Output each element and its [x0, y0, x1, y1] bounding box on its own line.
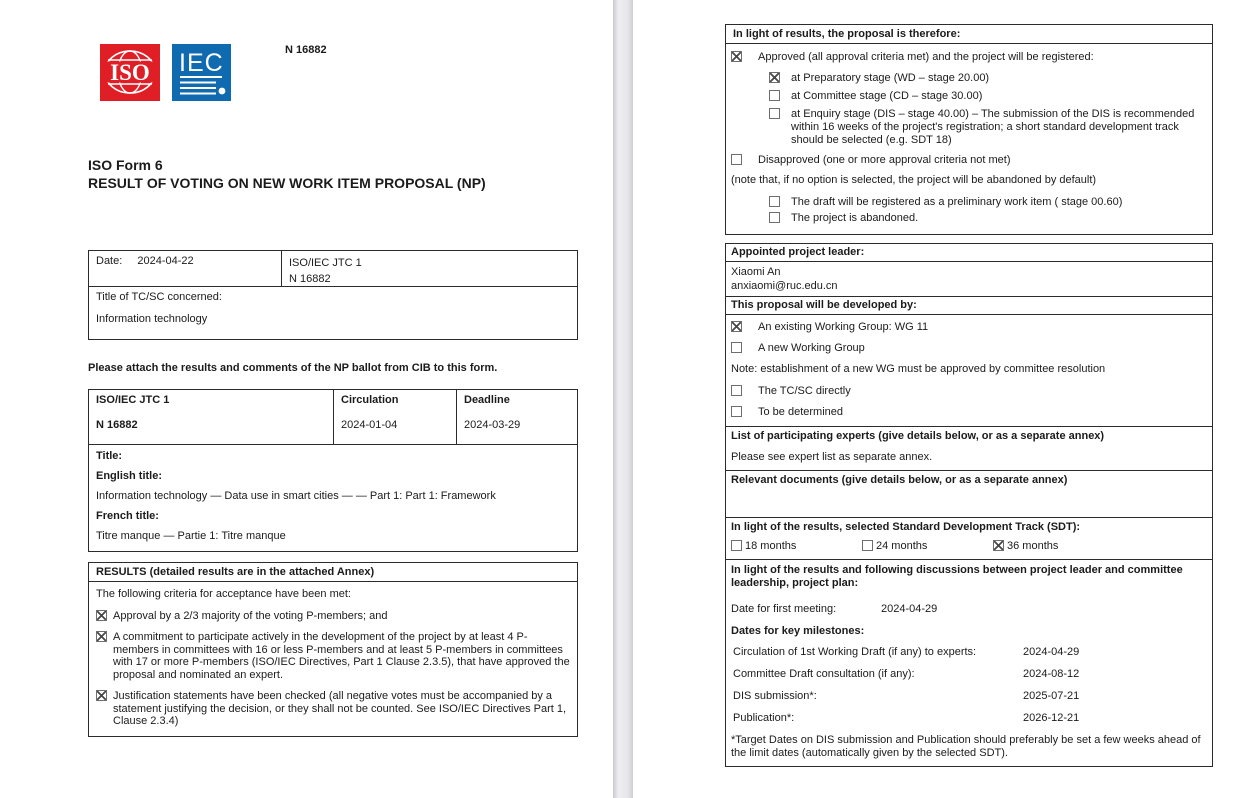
decision-note: (note that, if no option is selected, the project will be abandoned by default)	[731, 174, 1097, 186]
documents-header: Relevant documents (give details below, or as a separate annex)	[731, 474, 1068, 486]
milestone-row	[731, 690, 1207, 703]
checkbox-stage-enquiry[interactable]	[769, 108, 780, 119]
checkbox-approved[interactable]	[731, 51, 742, 62]
milestones-header: Dates for key milestones:	[731, 625, 865, 637]
plan-header: In light of the results and following discussions between project leader and committee leadership, project plan:	[731, 564, 1183, 589]
sdt-option-label: 24 months	[876, 540, 928, 552]
sdt-header: In light of the results, selected Standard Development Track (SDT):	[731, 521, 1081, 533]
option-row	[769, 72, 1207, 85]
option-label: To be determined	[758, 406, 843, 418]
criterion-label: Justification statements have been checked (all negative votes must be accompanied by a statement justifying the decision, or they shall not be counted. See ISO/IEC Directives Part 1, Clause 2.3.4)	[113, 690, 567, 727]
sdt-option-label: 36 months	[1007, 540, 1059, 552]
info-date-cell	[89, 251, 282, 286]
tc-title-cell	[89, 287, 577, 329]
date-label: Date:	[96, 255, 123, 267]
title-cell	[89, 445, 577, 551]
checkbox-preliminary-work-item[interactable]	[769, 196, 780, 207]
french-title: Titre manque — Partie 1: Titre manque	[96, 530, 286, 542]
sdt-option-label: 18 months	[745, 540, 797, 552]
checkbox-tcsc-directly[interactable]	[731, 385, 742, 396]
english-title: Information technology — Data use in smart cities — — Part 1: Part 1: Framework	[96, 490, 496, 502]
developed-by-options	[726, 314, 1212, 426]
option-row	[731, 385, 1207, 398]
wg-note: Note: establishment of a new WG must be approved by committee resolution	[731, 363, 1106, 375]
first-meeting-date: 2024-04-29	[881, 603, 938, 615]
tc-value: Information technology	[96, 313, 208, 325]
target-note: *Target Dates on DIS submission and Publication should preferably be set a few weeks ahead of the limit dates (automatically given by the selected SDT).	[731, 734, 1201, 759]
milestone-row	[731, 668, 1207, 681]
checkbox-stage-committee[interactable]	[769, 90, 780, 101]
sdt-option-row	[731, 540, 862, 552]
checkbox-project-abandoned[interactable]	[769, 212, 780, 223]
form-title	[88, 156, 486, 192]
english-title-label: English title:	[96, 470, 162, 482]
page-gap	[613, 0, 633, 798]
title-label: Title:	[96, 450, 123, 462]
circulation-date: 2024-01-04	[341, 419, 398, 431]
deadline-cell	[457, 390, 577, 444]
info-table	[88, 250, 578, 340]
option-row	[731, 154, 1207, 167]
first-meeting-label: Date for first meeting:	[731, 603, 837, 615]
svg-text:ISO: ISO	[110, 60, 150, 85]
stage-label: at Committee stage (CD – stage 30.00)	[791, 90, 983, 102]
checkbox-sdt-36-months[interactable]	[993, 540, 1004, 551]
stage-label: at Enquiry stage (DIS – stage 40.00) – The submission of the DIS is recommended within 16 weeks of the project's registration; a short standard development track should be selected (e.g. SDT 18)	[791, 108, 1195, 146]
ballot-committee: ISO/IEC JTC 1	[96, 394, 170, 406]
ballot-table	[88, 389, 578, 552]
milestone-label: Publication*:	[733, 712, 795, 724]
disapproved-label: Disapproved (one or more approval criteria not met)	[758, 154, 1011, 166]
milestone-label: Committee Draft consultation (if any):	[733, 668, 915, 680]
experts-note: Please see expert list as separate annex.	[731, 451, 933, 463]
criterion-label: Approval by a 2/3 majority of the voting P-members; and	[113, 609, 388, 622]
option-row	[731, 406, 1207, 419]
deadline-date: 2024-03-29	[464, 419, 521, 431]
project-plan-section	[726, 559, 1212, 766]
leader-name: Xiaomi An	[731, 266, 781, 278]
committee-doc-number: N 16882	[289, 273, 331, 285]
checkbox-criterion-justification[interactable]	[96, 690, 107, 701]
svg-text:IEC: IEC	[179, 49, 224, 77]
results-intro: The following criteria for acceptance have been met:	[96, 588, 351, 600]
leader-email: anxiaomi@ruc.edu.cn	[731, 280, 838, 292]
leader-info	[726, 261, 1212, 296]
option-row	[731, 321, 1207, 334]
milestone-date: 2025-07-21	[1023, 690, 1080, 702]
tc-label: Title of TC/SC concerned:	[96, 291, 222, 303]
option-label: An existing Working Group: WG 11	[758, 321, 929, 333]
document-number: N 16882	[285, 44, 327, 56]
first-meeting-row	[731, 603, 1207, 616]
iec-logo	[172, 44, 231, 104]
option-row	[731, 342, 1207, 355]
checkbox-sdt-24-months[interactable]	[862, 540, 873, 551]
milestone-label: Circulation of 1st Working Draft (if any) to experts:	[733, 646, 977, 658]
criterion-row	[96, 631, 570, 681]
logo-row	[100, 44, 231, 104]
option-row	[769, 212, 1207, 225]
option-row	[769, 90, 1207, 103]
decision-header: In light of results, the proposal is therefore:	[726, 25, 1212, 44]
circulation-label: Circulation	[341, 394, 399, 406]
experts-header: List of participating experts (give details below, or as a separate annex)	[731, 430, 1105, 442]
fallback-label: The project is abandoned.	[791, 212, 919, 224]
iso-logo	[100, 44, 160, 104]
sdt-option-row	[993, 540, 1058, 552]
criterion-label: A commitment to participate actively in the development of the project by at least 4 P-members in committees with 16 or less P-members and at least 5 P-members in committees with 17 or more P-members (ISO/IEC Directives, Part 1 Clause 2.3.5), that have approved the proposal and nominated an expert.	[113, 631, 570, 681]
ballot-committee-cell	[89, 390, 334, 444]
checkbox-to-be-determined[interactable]	[731, 406, 742, 417]
results-table	[88, 562, 578, 737]
ballot-doc-number: N 16882	[96, 419, 138, 431]
date-value: 2024-04-22	[137, 255, 194, 267]
checkbox-criterion-commitment[interactable]	[96, 631, 107, 642]
milestone-date: 2024-04-29	[1023, 646, 1080, 658]
details-table	[725, 243, 1213, 767]
option-label: A new Working Group	[758, 342, 865, 354]
sdt-option-row	[862, 540, 993, 552]
developed-by-header: This proposal will be developed by:	[726, 296, 1212, 314]
sdt-section	[726, 517, 1212, 559]
stage-label: at Preparatory stage (WD – stage 20.00)	[791, 72, 990, 84]
experts-section	[726, 426, 1212, 470]
option-row	[769, 196, 1207, 209]
french-title-label: French title:	[96, 510, 159, 522]
criterion-row	[96, 610, 570, 623]
checkbox-sdt-18-months[interactable]	[731, 540, 742, 551]
criterion-row	[96, 690, 570, 728]
info-committee-cell	[282, 251, 577, 286]
documents-section	[726, 470, 1212, 517]
checkbox-existing-wg[interactable]	[731, 321, 742, 332]
milestone-date: 2024-08-12	[1023, 668, 1080, 680]
form-title-line2: RESULT OF VOTING ON NEW WORK ITEM PROPOSAL (NP)	[88, 175, 486, 191]
option-label: The TC/SC directly	[758, 385, 851, 397]
attach-note: Please attach the results and comments of the NP ballot from CIB to this form.	[88, 362, 498, 374]
decision-table	[725, 24, 1213, 235]
option-row	[731, 51, 1207, 64]
milestone-row	[731, 646, 1207, 659]
milestone-row	[731, 712, 1207, 725]
committee-name: ISO/IEC JTC 1	[289, 257, 362, 269]
approved-label: Approved (all approval criteria met) and the project will be registered:	[758, 51, 1094, 63]
results-header: RESULTS (detailed results are in the attached Annex)	[89, 563, 577, 582]
deadline-label: Deadline	[464, 394, 510, 406]
form-title-line1: ISO Form 6	[88, 157, 163, 173]
checkbox-new-wg[interactable]	[731, 342, 742, 353]
option-row	[769, 108, 1207, 147]
checkbox-disapproved[interactable]	[731, 154, 742, 165]
checkbox-criterion-majority[interactable]	[96, 610, 107, 621]
checkbox-stage-preparatory[interactable]	[769, 72, 780, 83]
milestone-date: 2026-12-21	[1023, 712, 1080, 724]
leader-header: Appointed project leader:	[731, 246, 865, 258]
circulation-cell	[334, 390, 457, 444]
document-page-1	[0, 0, 613, 798]
document-page-2	[633, 0, 1240, 798]
fallback-label: The draft will be registered as a preliminary work item ( stage 00.60)	[791, 196, 1123, 208]
milestone-label: DIS submission*:	[733, 690, 817, 702]
